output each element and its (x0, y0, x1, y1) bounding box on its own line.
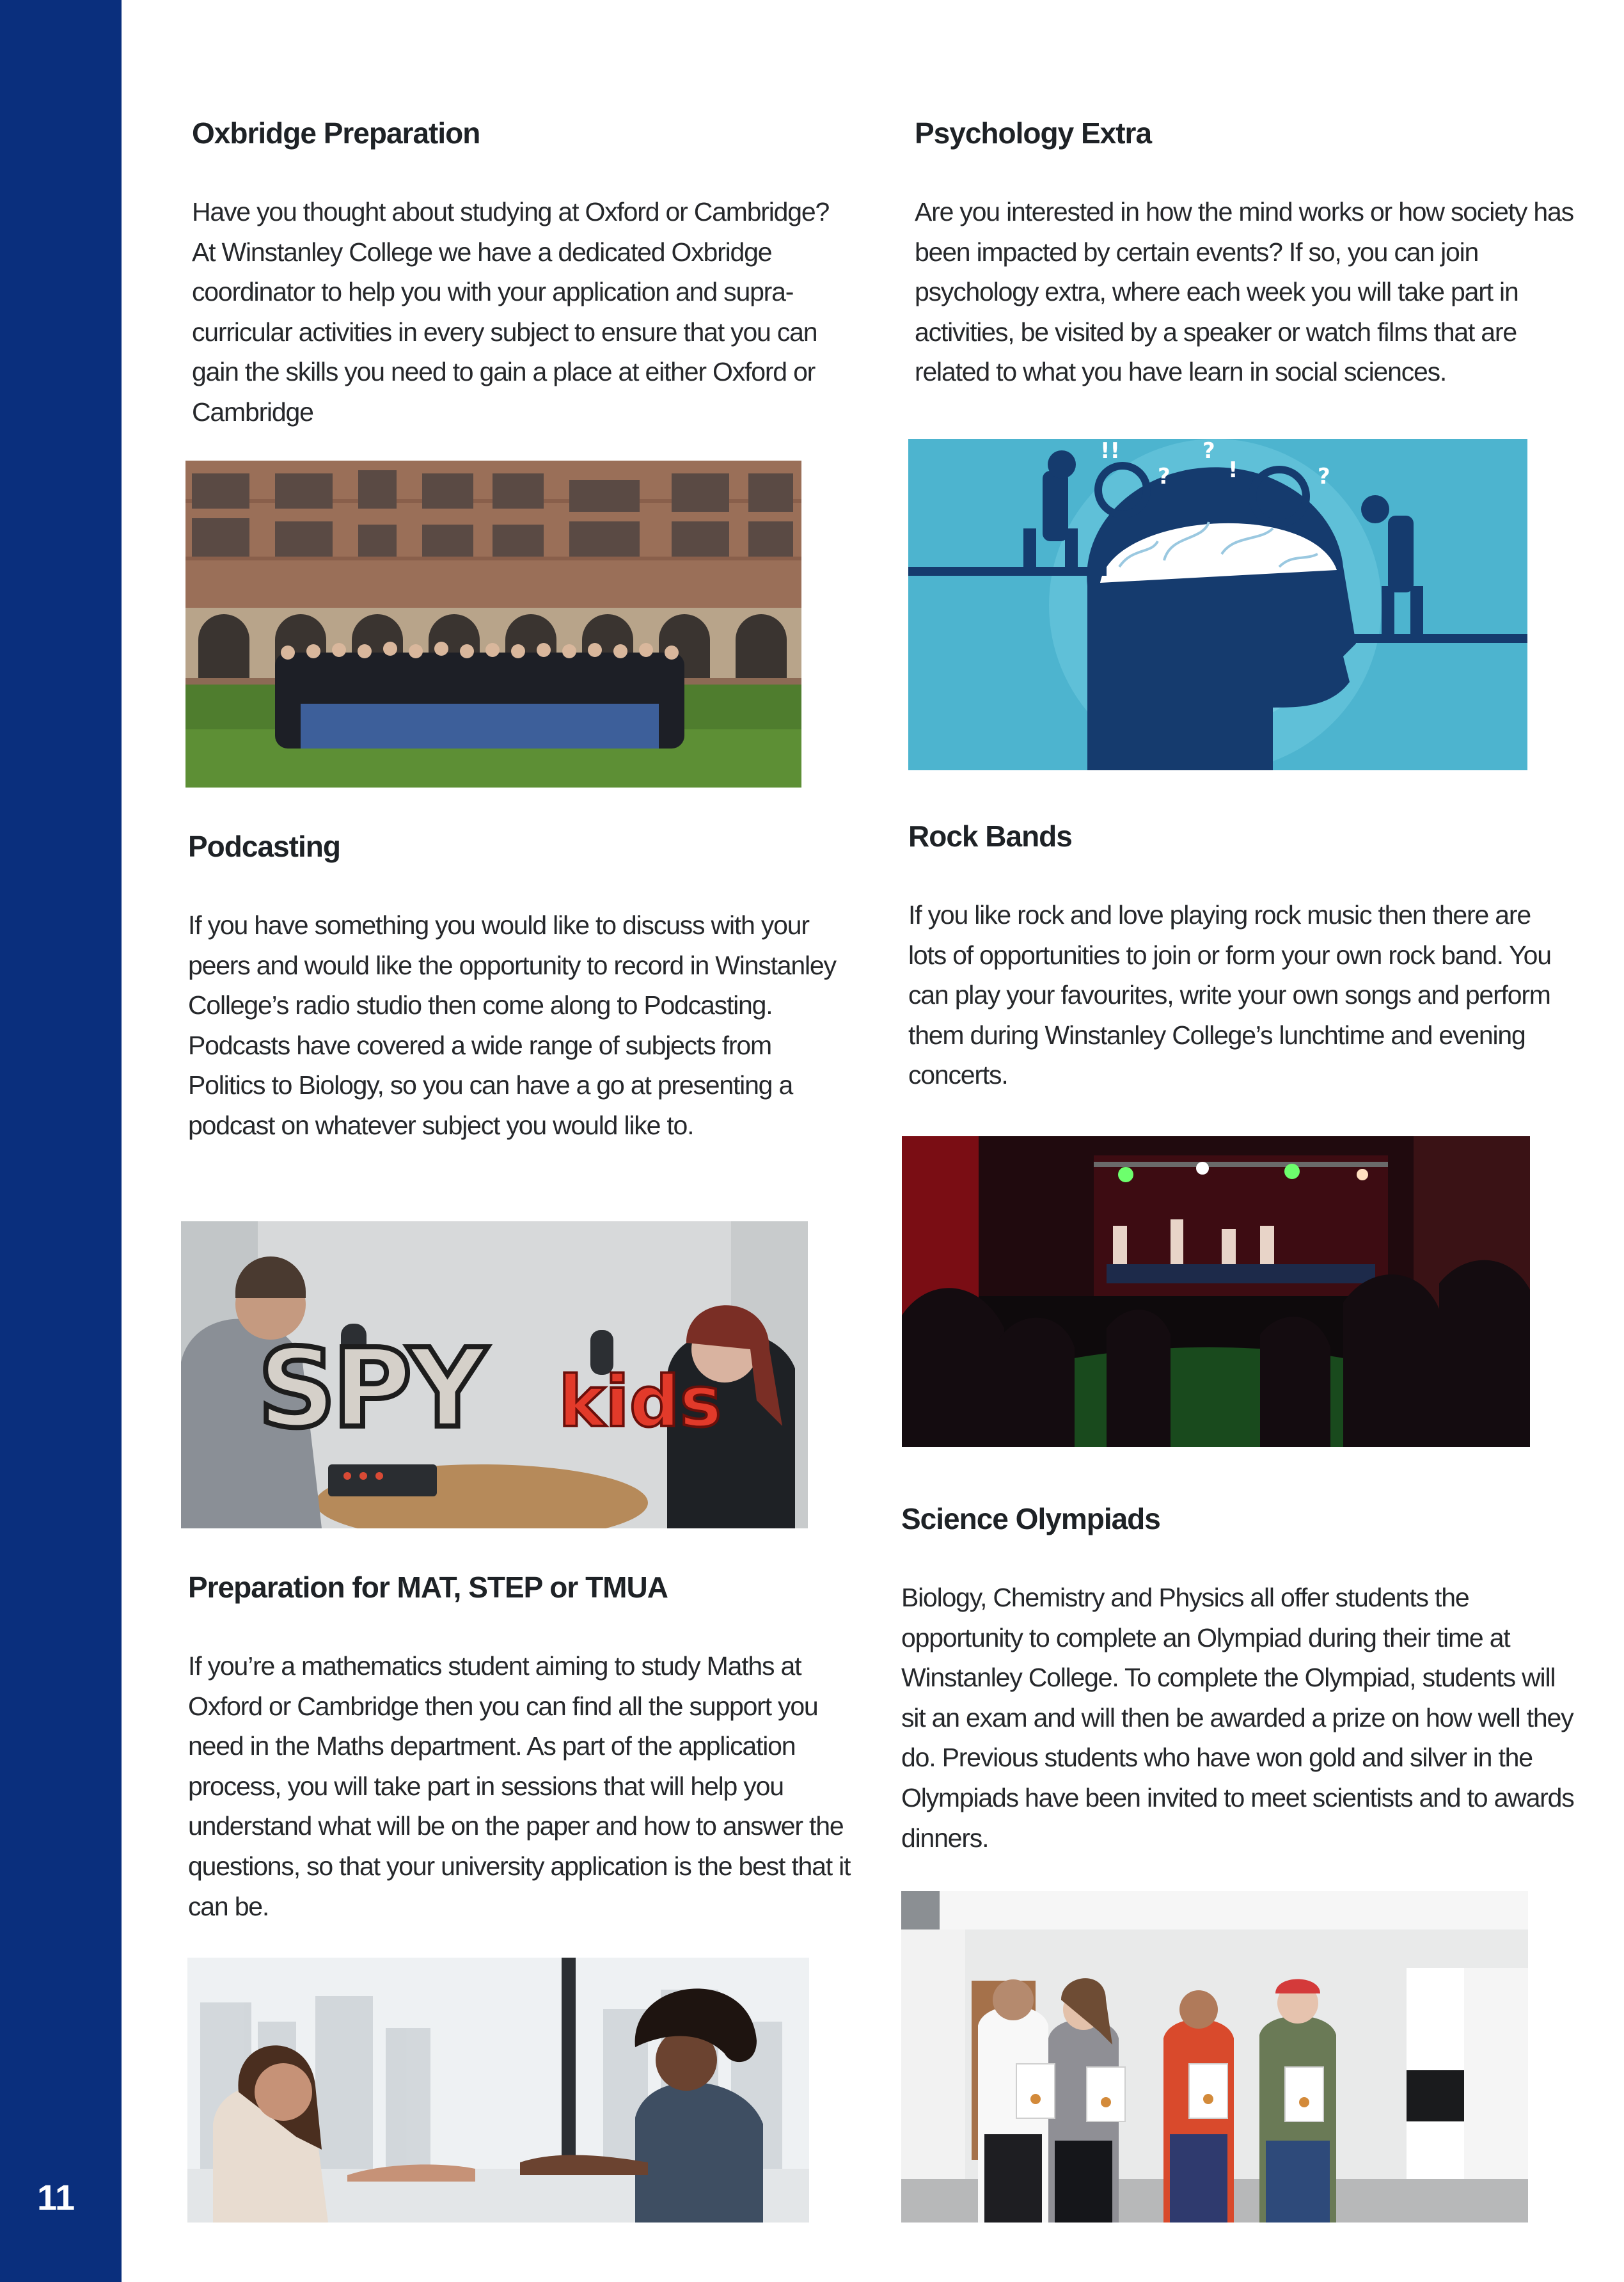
section-title: Oxbridge Preparation (192, 116, 480, 150)
rock-band-concert-photo (902, 1136, 1530, 1447)
section-text: If you’re a mathematics student aiming to study Maths at Oxford or Cambridge then you can find all the support you need in the Maths department. As part of the application process, you will take part in sessions that will help you understand what will be on the paper and how to answer the questions, so that your university application is the best that it can be. (188, 1651, 851, 1921)
section-title: Podcasting (188, 830, 340, 863)
podcasting-studio-photo (181, 1221, 808, 1528)
section-psychology (915, 114, 1580, 392)
section-mat-step (188, 1568, 853, 1926)
section-title: Preparation for MAT, STEP or TMUA (188, 1571, 668, 1604)
svg-text:!!: !! (1100, 439, 1121, 464)
svg-text:?: ? (1318, 464, 1330, 489)
spy-logo-text: SPY (258, 1326, 484, 1452)
section-title: Psychology Extra (915, 116, 1152, 150)
sidebar-band (0, 0, 122, 2282)
section-oxbridge (192, 114, 844, 432)
section-text: Have you thought about studying at Oxford or Cambridge? At Winstanley College we have a dedicated Oxbridge coordinator to help you with your application and supra-curricular activities in every subject to ensure that you can gain the skills you need to gain a place at either Oxford or Cambridge (192, 197, 830, 427)
kids-logo-text: kids (558, 1361, 722, 1443)
svg-text:!: ! (1228, 457, 1238, 483)
psychology-illustration (908, 439, 1527, 770)
page-number: 11 (37, 2177, 75, 2217)
section-title: Rock Bands (908, 820, 1072, 853)
section-olympiads (901, 1500, 1579, 1858)
section-text: Biology, Chemistry and Physics all offer students the opportunity to complete an Olympiad during their time at Winstanley College. To complete the Olympiad, students will sit an exam and will then be awarded a prize on how well they do. Previous students who have won gold and silver in the Olympiads have been invited to meet scientists and to awards dinners. (901, 1583, 1574, 1853)
section-rock-bands (908, 817, 1573, 1095)
olympiad-winners-photo (901, 1891, 1528, 2223)
section-text: If you have something you would like to discuss with your peers and would like the opportunity to record in Winstanley College’s radio studio then come along to Podcasting. Podcasts have covered a wide range of subjects from Politics to Biology, so you can have a go at presenting a podcast on whatever subject you would like to. (188, 910, 836, 1140)
section-podcasting (188, 827, 840, 1146)
section-text: Are you interested in how the mind works or how society has been impacted by certain events? If so, you can join psychology extra, where each week you will take part in activities, be visited by a speaker or watch films that are related to what you have learn in social sciences. (915, 197, 1573, 387)
section-title: Science Olympiads (901, 1502, 1160, 1535)
svg-text:?: ? (1202, 439, 1215, 464)
oxbridge-group-photo (185, 461, 801, 788)
svg-text:?: ? (1158, 464, 1171, 489)
math-students-photo (187, 1958, 809, 2223)
section-text: If you like rock and love playing rock music then there are lots of opportunities to join or form your own rock band. You can play your favourites, write your own songs and perform them during Winstanley College’s lunchtime and evening concerts. (908, 900, 1551, 1090)
